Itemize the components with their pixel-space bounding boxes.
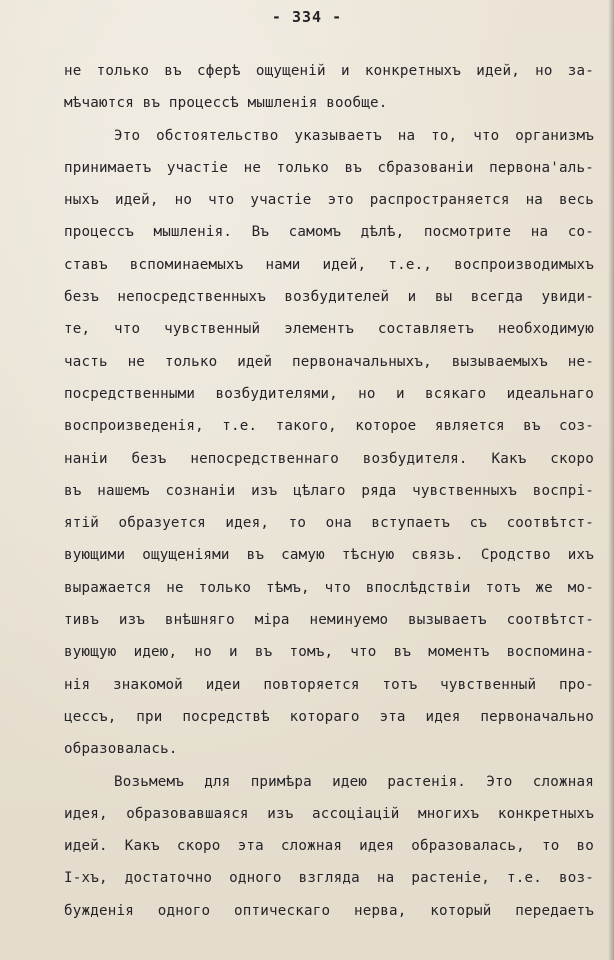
text-line: идей. Какъ скоро эта сложная идея образовалась, то во xyxy=(64,838,594,855)
text-line: образовалась. xyxy=(64,741,178,758)
text-line: вующими ощущеніями въ самую тѣсную связь. Сродство ихъ xyxy=(64,547,594,564)
text-line: наніи безъ непосредственнаго возбудителя. Какъ скоро xyxy=(64,450,594,467)
text-line: идея, образовавшаяся изъ ассоціацій многихъ конкретныхъ xyxy=(64,805,594,822)
text-line: посредственными возбудителями, но и всякаго идеальнаго xyxy=(64,385,594,402)
text-line: нія знакомой идеи повторяется тотъ чувственный про- xyxy=(64,676,594,693)
text-line: выражается не только тѣмъ, что впослѣдствіи тотъ же мо- xyxy=(64,579,594,596)
text-line: принимаетъ участіе не только въ сбразованіи первона'аль- xyxy=(64,159,594,176)
text-line: часть не только идей первоначальныхъ, вызываемыхъ не- xyxy=(64,353,594,370)
paragraph-first-line: Это обстоятельство указываетъ на то, что организмъ xyxy=(114,127,594,144)
page-edge-shadow xyxy=(608,0,614,960)
text-line: въ нашемъ сознаніи изъ цѣлаго ряда чувственныхъ воспрі- xyxy=(64,482,594,499)
text-line: не только въ сферѣ ощущеній и конкретныхъ идей, но за- xyxy=(64,63,594,79)
text-line: ставъ вспоминаемыхъ нами идей, т.е., воспроизводимыхъ xyxy=(64,256,594,273)
text-line: те, что чувственный элементъ составляетъ необходимую xyxy=(64,321,594,338)
text-line: бужденія одного оптическаго нерва, который передаетъ xyxy=(64,902,594,919)
text-line: ныхъ идей, но что участіе это распространяется на весь xyxy=(64,192,594,209)
text-line: тивъ изъ внѣшняго міра неминуемо вызываетъ соотвѣтст- xyxy=(64,612,594,629)
text-line: ятій образуется идея, то она вступаетъ съ соотвѣтст- xyxy=(64,515,594,532)
text-line: I-хъ, достаточно одного взгляда на растеніе, т.е. воз- xyxy=(64,870,594,887)
text-line: безъ непосредственныхъ возбудителей и вы всегда увиди- xyxy=(64,289,594,306)
body-text xyxy=(64,55,594,927)
text-line: мѣчаются въ процессѣ мышленія вообще. xyxy=(64,95,388,112)
text-line: цессъ, при посредствѣ котораго эта идея первоначально xyxy=(64,708,594,725)
page-number: - 334 - xyxy=(271,8,343,26)
text-line: процессъ мышленія. Въ самомъ дѣлѣ, посмотрите на со- xyxy=(64,224,594,241)
text-line: вующую идею, но и въ томъ, что въ моментъ воспомина- xyxy=(64,644,594,661)
text-line: воспроизведенія, т.е. такого, которое является въ соз- xyxy=(64,418,594,435)
paragraph-first-line: Возьмемъ для примѣра идею растенія. Это сложная xyxy=(114,773,594,790)
